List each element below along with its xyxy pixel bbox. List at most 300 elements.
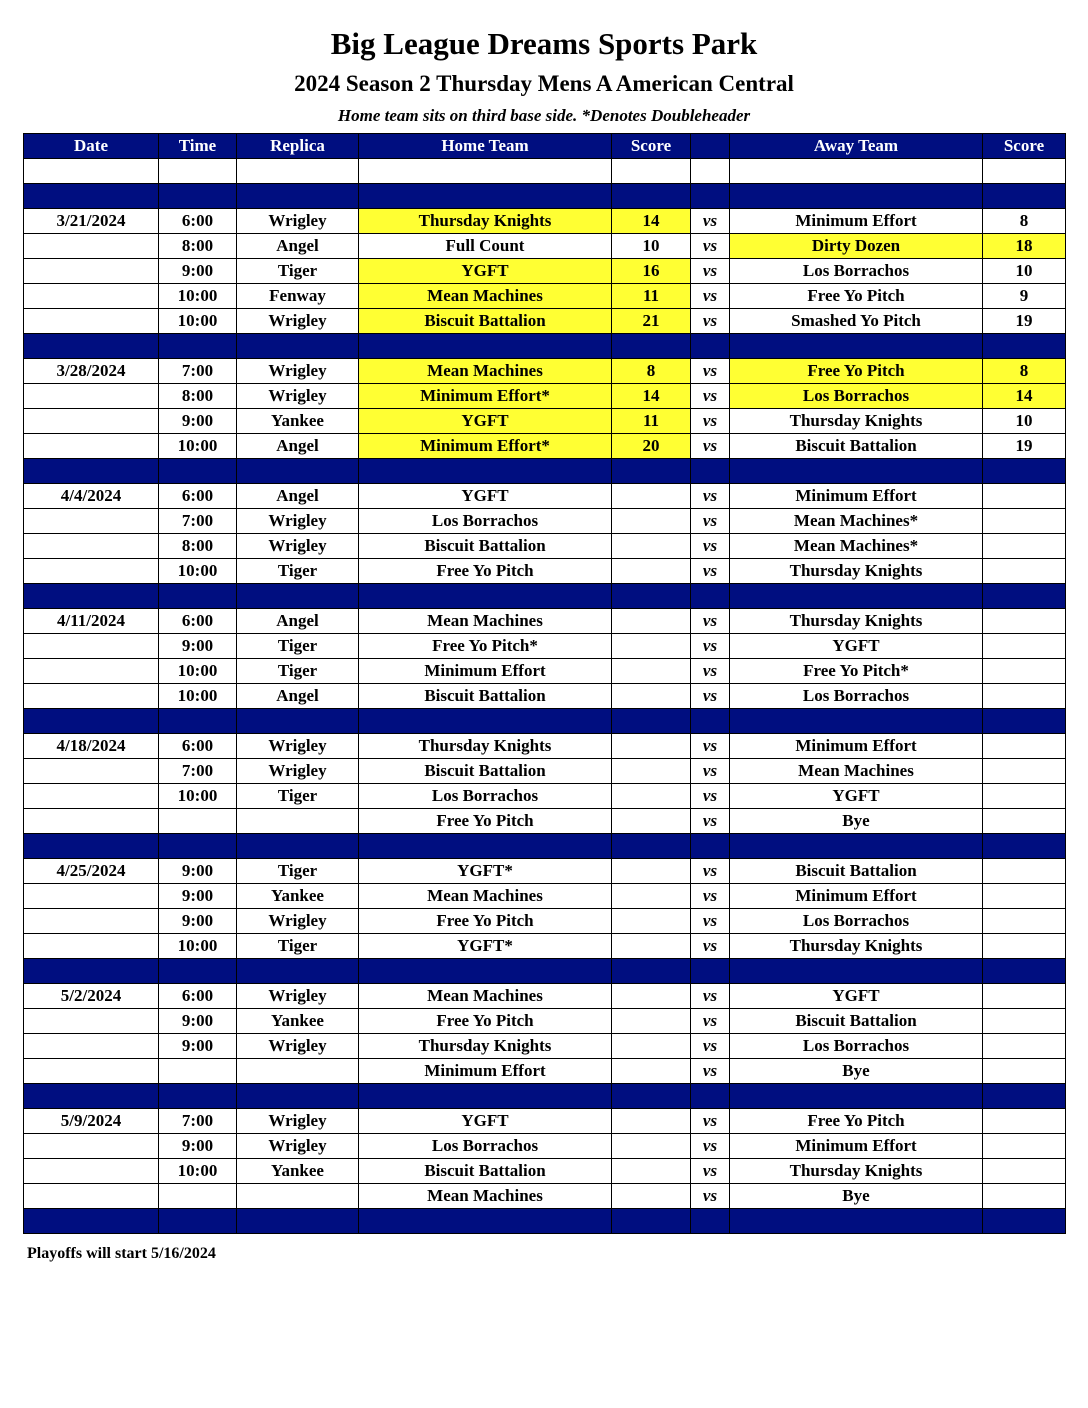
separator-cell bbox=[237, 959, 359, 984]
away-team-cell: Los Borrachos bbox=[730, 384, 983, 409]
replica-cell: Angel bbox=[237, 434, 359, 459]
home-score-cell: 14 bbox=[612, 384, 691, 409]
home-score-cell bbox=[612, 759, 691, 784]
home-team-cell: Los Borrachos bbox=[359, 784, 612, 809]
game-row bbox=[24, 809, 1066, 834]
home-team-cell: Los Borrachos bbox=[359, 509, 612, 534]
date-cell bbox=[24, 1184, 159, 1209]
time-cell: 7:00 bbox=[159, 1109, 237, 1134]
game-row bbox=[24, 384, 1066, 409]
separator-cell bbox=[24, 1084, 159, 1109]
home-score-cell bbox=[612, 984, 691, 1009]
away-score-cell bbox=[983, 1034, 1066, 1059]
time-cell: 9:00 bbox=[159, 859, 237, 884]
home-team-cell: YGFT* bbox=[359, 934, 612, 959]
home-score-cell: 20 bbox=[612, 434, 691, 459]
away-score-cell bbox=[983, 884, 1066, 909]
date-cell: 5/2/2024 bbox=[24, 984, 159, 1009]
home-team-cell: Los Borrachos bbox=[359, 1134, 612, 1159]
home-score-cell: 8 bbox=[612, 359, 691, 384]
week-separator-row bbox=[24, 959, 1066, 984]
game-row bbox=[24, 1009, 1066, 1034]
home-team-cell: Full Count bbox=[359, 234, 612, 259]
replica-cell: Tiger bbox=[237, 934, 359, 959]
replica-cell: Tiger bbox=[237, 784, 359, 809]
time-cell: 9:00 bbox=[159, 1034, 237, 1059]
time-cell: 9:00 bbox=[159, 634, 237, 659]
separator-cell bbox=[24, 709, 159, 734]
separator-cell bbox=[359, 1209, 612, 1234]
game-row bbox=[24, 634, 1066, 659]
home-team-cell: Thursday Knights bbox=[359, 1034, 612, 1059]
away-score-cell bbox=[983, 659, 1066, 684]
date-cell bbox=[24, 1009, 159, 1034]
game-row bbox=[24, 1134, 1066, 1159]
away-team-cell: Free Yo Pitch bbox=[730, 359, 983, 384]
replica-cell: Tiger bbox=[237, 634, 359, 659]
vs-label: vs bbox=[691, 284, 730, 309]
replica-cell bbox=[237, 1059, 359, 1084]
replica-cell: Wrigley bbox=[237, 984, 359, 1009]
game-row bbox=[24, 1184, 1066, 1209]
away-score-cell: 8 bbox=[983, 359, 1066, 384]
home-score-cell bbox=[612, 1184, 691, 1209]
home-team-cell: Mean Machines bbox=[359, 359, 612, 384]
time-cell: 6:00 bbox=[159, 209, 237, 234]
separator-cell bbox=[983, 1084, 1066, 1109]
time-cell: 8:00 bbox=[159, 534, 237, 559]
time-cell: 8:00 bbox=[159, 384, 237, 409]
game-row bbox=[24, 1034, 1066, 1059]
game-row bbox=[24, 1059, 1066, 1084]
time-cell: 9:00 bbox=[159, 1134, 237, 1159]
column-header-vs bbox=[691, 134, 730, 159]
away-team-cell: Bye bbox=[730, 1184, 983, 1209]
away-team-cell: Thursday Knights bbox=[730, 559, 983, 584]
away-score-cell: 14 bbox=[983, 384, 1066, 409]
time-cell: 10:00 bbox=[159, 434, 237, 459]
replica-cell: Angel bbox=[237, 684, 359, 709]
schedule-note: Home team sits on third base side. *Denotes Doubleheader bbox=[337, 106, 751, 125]
game-row bbox=[24, 609, 1066, 634]
away-score-cell: 8 bbox=[983, 209, 1066, 234]
home-score-cell bbox=[612, 634, 691, 659]
blank-cell bbox=[730, 159, 983, 184]
away-score-cell: 10 bbox=[983, 409, 1066, 434]
vs-label: vs bbox=[691, 484, 730, 509]
home-team-cell: Minimum Effort* bbox=[359, 384, 612, 409]
page-subtitle: 2024 Season 2 Thursday Mens A American Central bbox=[294, 71, 794, 96]
game-row bbox=[24, 534, 1066, 559]
time-cell: 9:00 bbox=[159, 259, 237, 284]
separator-cell bbox=[159, 1084, 237, 1109]
replica-cell: Wrigley bbox=[237, 209, 359, 234]
home-team-cell: Biscuit Battalion bbox=[359, 1159, 612, 1184]
replica-cell: Angel bbox=[237, 484, 359, 509]
blank-cell bbox=[159, 159, 237, 184]
separator-cell bbox=[691, 1209, 730, 1234]
home-team-cell: Biscuit Battalion bbox=[359, 684, 612, 709]
date-cell bbox=[24, 1034, 159, 1059]
away-team-cell: Los Borrachos bbox=[730, 909, 983, 934]
game-row bbox=[24, 284, 1066, 309]
separator-cell bbox=[691, 1084, 730, 1109]
separator-cell bbox=[983, 459, 1066, 484]
date-cell bbox=[24, 384, 159, 409]
replica-cell: Angel bbox=[237, 609, 359, 634]
time-cell: 9:00 bbox=[159, 1009, 237, 1034]
separator-cell bbox=[612, 584, 691, 609]
away-team-cell: Los Borrachos bbox=[730, 259, 983, 284]
separator-cell bbox=[691, 584, 730, 609]
vs-label: vs bbox=[691, 734, 730, 759]
time-cell: 6:00 bbox=[159, 484, 237, 509]
game-row bbox=[24, 409, 1066, 434]
replica-cell: Wrigley bbox=[237, 534, 359, 559]
separator-cell bbox=[983, 834, 1066, 859]
vs-label: vs bbox=[691, 659, 730, 684]
away-team-cell: Los Borrachos bbox=[730, 1034, 983, 1059]
separator-cell bbox=[983, 334, 1066, 359]
separator-cell bbox=[612, 459, 691, 484]
home-score-cell bbox=[612, 809, 691, 834]
separator-cell bbox=[237, 834, 359, 859]
date-cell: 4/25/2024 bbox=[24, 859, 159, 884]
away-team-cell: Minimum Effort bbox=[730, 734, 983, 759]
vs-label: vs bbox=[691, 684, 730, 709]
vs-label: vs bbox=[691, 259, 730, 284]
replica-cell: Tiger bbox=[237, 259, 359, 284]
home-team-cell: Minimum Effort bbox=[359, 659, 612, 684]
separator-cell bbox=[237, 709, 359, 734]
away-team-cell: Mean Machines* bbox=[730, 509, 983, 534]
separator-cell bbox=[612, 1209, 691, 1234]
away-score-cell bbox=[983, 1109, 1066, 1134]
replica-cell: Wrigley bbox=[237, 1134, 359, 1159]
home-score-cell bbox=[612, 1034, 691, 1059]
separator-cell bbox=[691, 184, 730, 209]
home-score-cell bbox=[612, 1134, 691, 1159]
time-cell: 9:00 bbox=[159, 884, 237, 909]
game-row bbox=[24, 234, 1066, 259]
game-row bbox=[24, 434, 1066, 459]
time-cell: 7:00 bbox=[159, 509, 237, 534]
replica-cell: Fenway bbox=[237, 284, 359, 309]
home-score-cell bbox=[612, 1059, 691, 1084]
home-team-cell: Mean Machines bbox=[359, 284, 612, 309]
away-team-cell: Smashed Yo Pitch bbox=[730, 309, 983, 334]
home-team-cell: Biscuit Battalion bbox=[359, 759, 612, 784]
date-cell bbox=[24, 1059, 159, 1084]
away-team-cell: Minimum Effort bbox=[730, 1134, 983, 1159]
blank-cell bbox=[237, 159, 359, 184]
separator-cell bbox=[24, 959, 159, 984]
game-row bbox=[24, 859, 1066, 884]
away-team-cell: Free Yo Pitch bbox=[730, 1109, 983, 1134]
column-header-replica: Replica bbox=[237, 134, 359, 159]
separator-cell bbox=[612, 1084, 691, 1109]
column-header-away-team: Away Team bbox=[730, 134, 983, 159]
replica-cell: Wrigley bbox=[237, 509, 359, 534]
replica-cell bbox=[237, 809, 359, 834]
away-score-cell bbox=[983, 809, 1066, 834]
home-score-cell bbox=[612, 609, 691, 634]
away-score-cell bbox=[983, 1009, 1066, 1034]
separator-cell bbox=[237, 584, 359, 609]
vs-label: vs bbox=[691, 359, 730, 384]
week-separator-row bbox=[24, 834, 1066, 859]
home-score-cell bbox=[612, 1159, 691, 1184]
home-team-cell: YGFT* bbox=[359, 859, 612, 884]
away-team-cell: Mean Machines bbox=[730, 759, 983, 784]
vs-label: vs bbox=[691, 509, 730, 534]
date-cell bbox=[24, 559, 159, 584]
time-cell: 9:00 bbox=[159, 909, 237, 934]
away-score-cell bbox=[983, 934, 1066, 959]
header-row bbox=[24, 134, 1066, 159]
home-team-cell: YGFT bbox=[359, 259, 612, 284]
date-cell bbox=[24, 784, 159, 809]
separator-cell bbox=[612, 709, 691, 734]
separator-cell bbox=[159, 584, 237, 609]
vs-label: vs bbox=[691, 559, 730, 584]
date-cell bbox=[24, 309, 159, 334]
blank-cell bbox=[691, 159, 730, 184]
game-row bbox=[24, 784, 1066, 809]
date-cell bbox=[24, 509, 159, 534]
away-team-cell: Biscuit Battalion bbox=[730, 434, 983, 459]
date-cell bbox=[24, 284, 159, 309]
separator-cell bbox=[359, 184, 612, 209]
home-score-cell: 16 bbox=[612, 259, 691, 284]
home-score-cell bbox=[612, 909, 691, 934]
away-team-cell: Thursday Knights bbox=[730, 609, 983, 634]
replica-cell: Yankee bbox=[237, 1159, 359, 1184]
away-team-cell: Minimum Effort bbox=[730, 884, 983, 909]
away-team-cell: Minimum Effort bbox=[730, 484, 983, 509]
date-cell bbox=[24, 659, 159, 684]
separator-cell bbox=[612, 334, 691, 359]
separator-cell bbox=[359, 459, 612, 484]
separator-cell bbox=[691, 334, 730, 359]
replica-cell: Wrigley bbox=[237, 1109, 359, 1134]
vs-label: vs bbox=[691, 909, 730, 934]
replica-cell: Wrigley bbox=[237, 309, 359, 334]
home-score-cell bbox=[612, 559, 691, 584]
away-team-cell: Los Borrachos bbox=[730, 684, 983, 709]
away-score-cell bbox=[983, 1184, 1066, 1209]
vs-label: vs bbox=[691, 309, 730, 334]
week-separator-row bbox=[24, 584, 1066, 609]
away-team-cell: Free Yo Pitch bbox=[730, 284, 983, 309]
away-score-cell bbox=[983, 634, 1066, 659]
separator-cell bbox=[691, 834, 730, 859]
home-team-cell: Biscuit Battalion bbox=[359, 534, 612, 559]
separator-cell bbox=[730, 459, 983, 484]
replica-cell: Wrigley bbox=[237, 759, 359, 784]
replica-cell: Tiger bbox=[237, 559, 359, 584]
vs-label: vs bbox=[691, 884, 730, 909]
column-header-date: Date bbox=[24, 134, 159, 159]
separator-cell bbox=[24, 184, 159, 209]
week-separator-row bbox=[24, 184, 1066, 209]
date-cell bbox=[24, 1159, 159, 1184]
time-cell: 6:00 bbox=[159, 609, 237, 634]
separator-cell bbox=[359, 709, 612, 734]
game-row bbox=[24, 734, 1066, 759]
home-score-cell: 14 bbox=[612, 209, 691, 234]
home-score-cell bbox=[612, 509, 691, 534]
vs-label: vs bbox=[691, 1109, 730, 1134]
separator-cell bbox=[359, 834, 612, 859]
separator-cell bbox=[612, 834, 691, 859]
playoffs-note: Playoffs will start 5/16/2024 bbox=[27, 1245, 216, 1262]
date-cell bbox=[24, 684, 159, 709]
home-team-cell: YGFT bbox=[359, 1109, 612, 1134]
separator-cell bbox=[730, 1209, 983, 1234]
home-team-cell: Mean Machines bbox=[359, 884, 612, 909]
home-score-cell bbox=[612, 734, 691, 759]
away-score-cell bbox=[983, 1159, 1066, 1184]
separator-cell bbox=[730, 334, 983, 359]
week-separator-row bbox=[24, 334, 1066, 359]
separator-cell bbox=[159, 459, 237, 484]
date-cell: 5/9/2024 bbox=[24, 1109, 159, 1134]
home-team-cell: Thursday Knights bbox=[359, 734, 612, 759]
time-cell bbox=[159, 1184, 237, 1209]
away-team-cell: Biscuit Battalion bbox=[730, 859, 983, 884]
away-team-cell: Thursday Knights bbox=[730, 409, 983, 434]
game-row bbox=[24, 484, 1066, 509]
game-row bbox=[24, 934, 1066, 959]
separator-cell bbox=[730, 1084, 983, 1109]
vs-label: vs bbox=[691, 809, 730, 834]
separator-cell bbox=[983, 584, 1066, 609]
away-team-cell: YGFT bbox=[730, 784, 983, 809]
away-score-cell bbox=[983, 509, 1066, 534]
away-score-cell bbox=[983, 684, 1066, 709]
away-score-cell: 10 bbox=[983, 259, 1066, 284]
vs-label: vs bbox=[691, 859, 730, 884]
date-cell bbox=[24, 1134, 159, 1159]
game-row bbox=[24, 509, 1066, 534]
separator-cell bbox=[983, 709, 1066, 734]
vs-label: vs bbox=[691, 634, 730, 659]
home-score-cell bbox=[612, 659, 691, 684]
date-cell bbox=[24, 434, 159, 459]
away-score-cell bbox=[983, 734, 1066, 759]
date-cell bbox=[24, 909, 159, 934]
away-score-cell bbox=[983, 534, 1066, 559]
home-score-cell bbox=[612, 1109, 691, 1134]
schedule-body bbox=[24, 159, 1066, 1234]
replica-cell: Wrigley bbox=[237, 359, 359, 384]
replica-cell bbox=[237, 1184, 359, 1209]
separator-cell bbox=[159, 334, 237, 359]
away-score-cell: 19 bbox=[983, 434, 1066, 459]
blank-cell bbox=[24, 159, 159, 184]
date-cell bbox=[24, 634, 159, 659]
separator-cell bbox=[730, 959, 983, 984]
separator-cell bbox=[159, 834, 237, 859]
time-cell: 7:00 bbox=[159, 759, 237, 784]
vs-label: vs bbox=[691, 534, 730, 559]
vs-label: vs bbox=[691, 434, 730, 459]
away-score-cell bbox=[983, 759, 1066, 784]
separator-cell bbox=[237, 184, 359, 209]
home-team-cell: Thursday Knights bbox=[359, 209, 612, 234]
home-score-cell bbox=[612, 934, 691, 959]
game-row bbox=[24, 1109, 1066, 1134]
home-team-cell: Minimum Effort* bbox=[359, 434, 612, 459]
home-team-cell: Free Yo Pitch bbox=[359, 1009, 612, 1034]
game-row bbox=[24, 359, 1066, 384]
separator-cell bbox=[691, 459, 730, 484]
away-score-cell bbox=[983, 1059, 1066, 1084]
schedule-table bbox=[23, 133, 1066, 1234]
vs-label: vs bbox=[691, 1009, 730, 1034]
separator-cell bbox=[983, 959, 1066, 984]
date-cell bbox=[24, 809, 159, 834]
game-row bbox=[24, 884, 1066, 909]
home-score-cell: 21 bbox=[612, 309, 691, 334]
blank-cell bbox=[612, 159, 691, 184]
replica-cell: Wrigley bbox=[237, 1034, 359, 1059]
home-team-cell: YGFT bbox=[359, 409, 612, 434]
separator-cell bbox=[359, 1084, 612, 1109]
date-cell: 3/28/2024 bbox=[24, 359, 159, 384]
away-team-cell: Free Yo Pitch* bbox=[730, 659, 983, 684]
game-row bbox=[24, 984, 1066, 1009]
date-cell bbox=[24, 759, 159, 784]
home-team-cell: Free Yo Pitch bbox=[359, 559, 612, 584]
separator-cell bbox=[730, 584, 983, 609]
blank-row bbox=[24, 159, 1066, 184]
home-score-cell bbox=[612, 859, 691, 884]
date-cell bbox=[24, 884, 159, 909]
away-team-cell: YGFT bbox=[730, 634, 983, 659]
away-score-cell bbox=[983, 559, 1066, 584]
separator-cell bbox=[159, 959, 237, 984]
away-score-cell bbox=[983, 484, 1066, 509]
replica-cell: Yankee bbox=[237, 409, 359, 434]
date-cell bbox=[24, 234, 159, 259]
vs-label: vs bbox=[691, 1134, 730, 1159]
separator-cell bbox=[730, 184, 983, 209]
home-score-cell: 11 bbox=[612, 284, 691, 309]
separator-cell bbox=[24, 334, 159, 359]
away-team-cell: Minimum Effort bbox=[730, 209, 983, 234]
away-team-cell: Thursday Knights bbox=[730, 1159, 983, 1184]
replica-cell: Wrigley bbox=[237, 734, 359, 759]
away-team-cell: Biscuit Battalion bbox=[730, 1009, 983, 1034]
date-cell: 3/21/2024 bbox=[24, 209, 159, 234]
vs-label: vs bbox=[691, 384, 730, 409]
time-cell: 10:00 bbox=[159, 309, 237, 334]
home-team-cell: Biscuit Battalion bbox=[359, 309, 612, 334]
time-cell: 10:00 bbox=[159, 784, 237, 809]
away-score-cell: 18 bbox=[983, 234, 1066, 259]
vs-label: vs bbox=[691, 1059, 730, 1084]
column-header-time: Time bbox=[159, 134, 237, 159]
home-score-cell bbox=[612, 534, 691, 559]
away-team-cell: Dirty Dozen bbox=[730, 234, 983, 259]
separator-cell bbox=[359, 334, 612, 359]
date-cell bbox=[24, 259, 159, 284]
home-team-cell: Mean Machines bbox=[359, 609, 612, 634]
week-separator-row bbox=[24, 709, 1066, 734]
time-cell bbox=[159, 1059, 237, 1084]
